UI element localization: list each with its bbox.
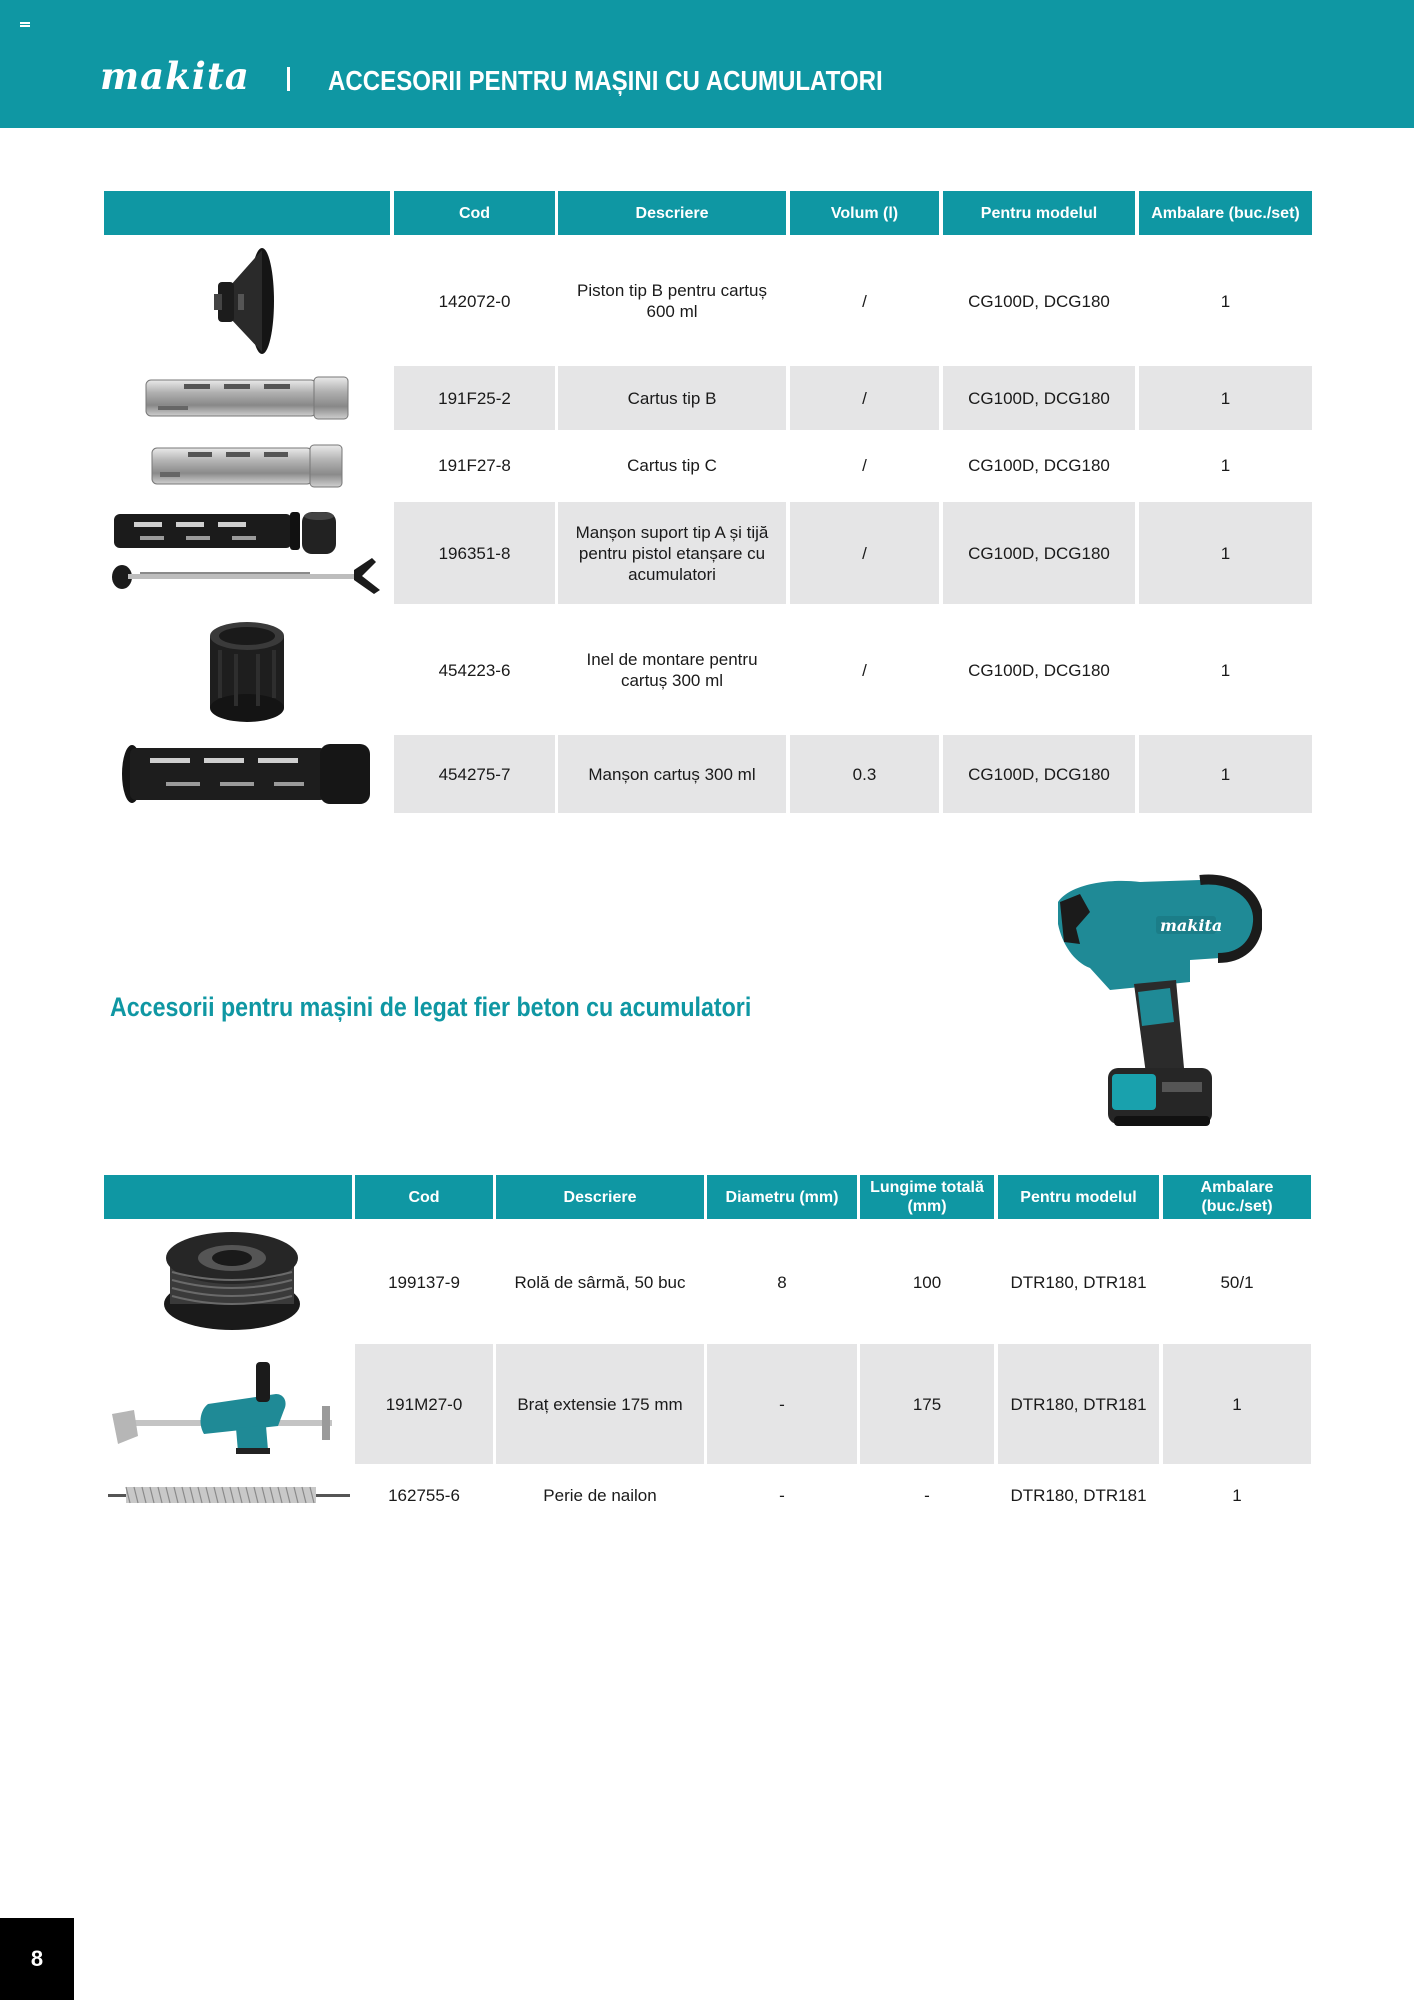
sleeve-300-image	[120, 742, 374, 806]
header-separator	[287, 67, 290, 91]
cartridge-b-image	[144, 374, 350, 422]
table1-cell-volum: /	[862, 660, 867, 680]
brand-logo: makita	[100, 54, 250, 98]
table1-header-volum: Volum (l)	[790, 191, 939, 235]
table1-cell-model: CG100D, DCG180	[968, 660, 1110, 680]
flag-icon	[20, 22, 30, 30]
mounting-ring-image	[204, 616, 290, 726]
table1-cell-ambalare: 1	[1220, 455, 1231, 475]
piston-image	[210, 246, 280, 356]
table1-cell-volum: /	[790, 502, 939, 604]
table1-cell-ambalare: 1	[1139, 502, 1312, 604]
table1-cell-descriere: Manșon suport tip A și tijă pentru pistol etanșare cu acumulatori	[558, 502, 786, 604]
nylon-brush-image	[108, 1484, 350, 1506]
table1-cell-descriere: Manșon cartuș 300 ml	[558, 735, 786, 813]
table2-cell-ambalare: 1	[1163, 1344, 1311, 1464]
table2-header-model: Pentru modelul	[998, 1175, 1159, 1219]
wire-reel-image	[160, 1228, 304, 1336]
cartridge-c-image	[150, 442, 344, 490]
table2-cell-cod: 162755-6	[388, 1485, 460, 1505]
table1-cell-model: CG100D, DCG180	[943, 502, 1135, 604]
table2-cell-descriere: Rolă de sârmă, 50 buc	[514, 1272, 686, 1292]
table1-cell-ambalare: 1	[1139, 735, 1312, 813]
table2-header-lungime: Lungime totală (mm)	[860, 1175, 994, 1219]
table2-cell-lungime: -	[924, 1485, 930, 1505]
table2-cell-descriere: Perie de nailon	[543, 1485, 657, 1505]
table1-header-descriere: Descriere	[558, 191, 786, 235]
table1-cell-cod: 142072-0	[438, 291, 511, 311]
page-title: ACCESORII PENTRU MAȘINI CU ACUMULATORI	[328, 65, 883, 96]
table2-header-cod: Cod	[355, 1175, 493, 1219]
tool-logo-text: makita	[1160, 916, 1223, 935]
table2-cell-model: DTR180, DTR181	[1010, 1272, 1147, 1292]
table2-cell-diametru: -	[707, 1344, 857, 1464]
table1-cell-descriere: Cartus tip C	[627, 455, 717, 475]
table2-header-diametru: Diametru (mm)	[707, 1175, 857, 1219]
table1-cell-ambalare: 1	[1220, 291, 1231, 311]
table1-cell-model: CG100D, DCG180	[943, 735, 1135, 813]
table2-cell-descriere: Braț extensie 175 mm	[496, 1344, 704, 1464]
table2-cell-ambalare: 1	[1232, 1485, 1242, 1505]
table1-cell-cod: 191F27-8	[438, 455, 511, 475]
page-header	[0, 0, 1414, 128]
table2-cell-lungime: 175	[860, 1344, 994, 1464]
table1-cell-model: CG100D, DCG180	[968, 455, 1110, 475]
section-title-rebar-tier: Accesorii pentru mașini de legat fier beton cu acumulatori	[110, 992, 752, 1022]
table2-header-descriere: Descriere	[496, 1175, 704, 1219]
table1-cell-model: CG100D, DCG180	[943, 366, 1135, 430]
table2-header-image	[104, 1175, 352, 1219]
table1-cell-volum: /	[790, 366, 939, 430]
table1-cell-cod: 454223-6	[438, 660, 511, 680]
table2-header-ambalare: Ambalare (buc./set)	[1163, 1175, 1311, 1219]
table1-cell-cod: 454275-7	[394, 735, 555, 813]
table1-cell-descriere: Inel de montare pentru cartuș 300 ml	[586, 650, 758, 690]
table1-header-ambalare: Ambalare (buc./set)	[1139, 191, 1312, 235]
sleeve-rod-image	[110, 508, 384, 600]
table2-cell-cod: 191M27-0	[355, 1344, 493, 1464]
table1-cell-descriere: Cartus tip B	[558, 366, 786, 430]
table2-cell-lungime: 100	[912, 1272, 942, 1292]
table2-cell-model: DTR180, DTR181	[998, 1344, 1159, 1464]
table2-cell-model: DTR180, DTR181	[1010, 1485, 1147, 1505]
table1-header-cod: Cod	[394, 191, 555, 235]
table1-cell-cod: 196351-8	[394, 502, 555, 604]
table1-cell-cod: 191F25-2	[394, 366, 555, 430]
table1-cell-volum: 0.3	[790, 735, 939, 813]
table1-cell-ambalare: 1	[1220, 660, 1231, 680]
table2-cell-diametru: 8	[777, 1272, 787, 1292]
table1-cell-model: CG100D, DCG180	[968, 291, 1110, 311]
table1-cell-descriere: Piston tip B pentru cartuș 600 ml	[577, 281, 767, 321]
table2-cell-ambalare: 50/1	[1220, 1272, 1254, 1292]
table1-header-model: Pentru modelul	[943, 191, 1135, 235]
table2-cell-cod: 199137-9	[388, 1272, 460, 1292]
table1-cell-ambalare: 1	[1139, 366, 1312, 430]
table2-cell-diametru: -	[779, 1485, 785, 1505]
table1-cell-volum: /	[862, 291, 867, 311]
table1-header-image	[104, 191, 390, 235]
extension-arm-image	[108, 1354, 348, 1458]
table1-cell-volum: /	[862, 455, 867, 475]
rebar-tier-tool-image	[1050, 872, 1262, 1136]
page-number: 8	[0, 1918, 74, 2000]
